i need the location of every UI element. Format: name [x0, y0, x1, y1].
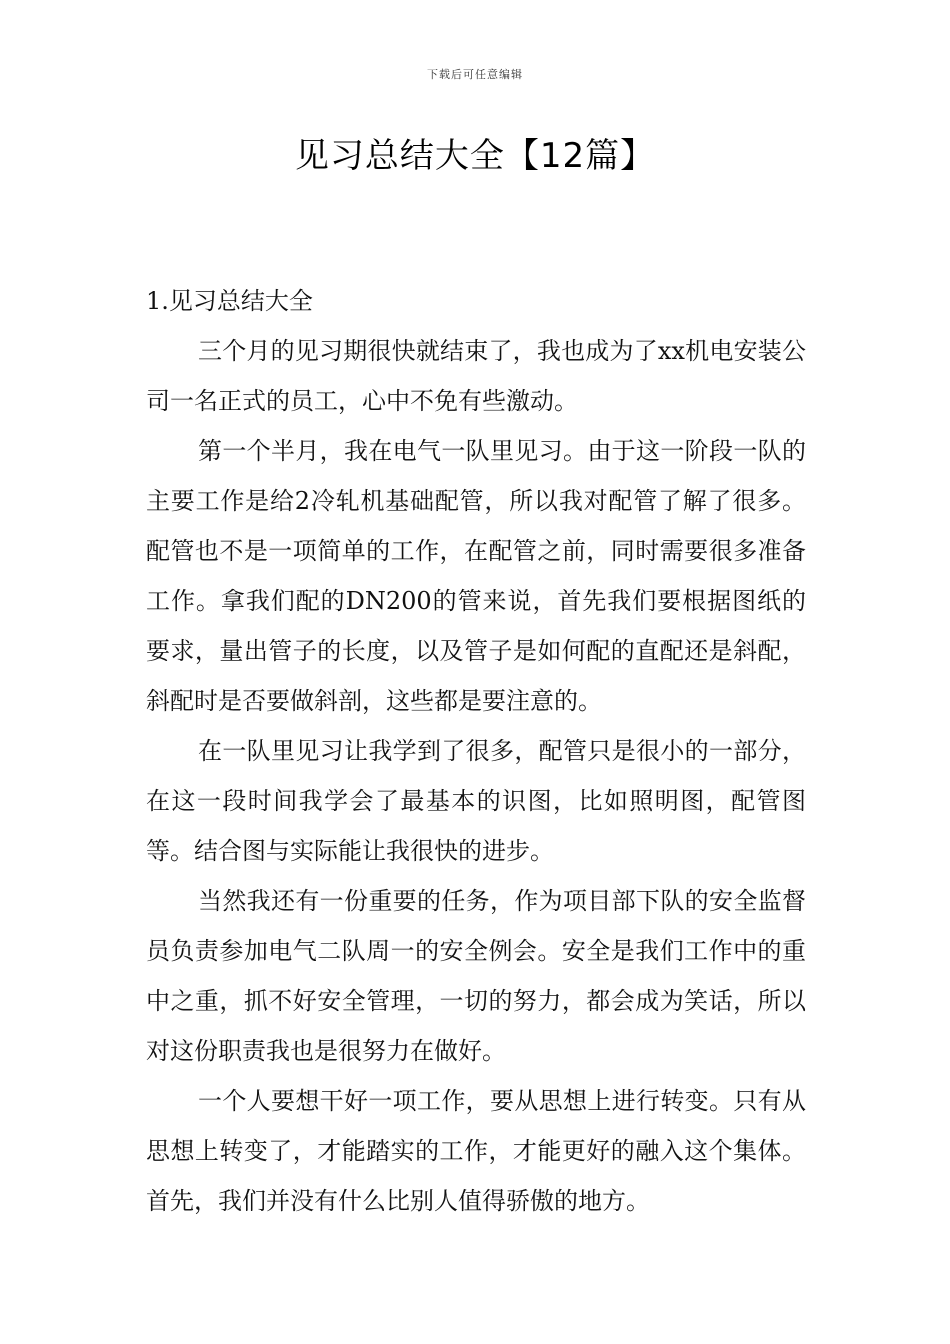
paragraph: 一个人要想干好一项工作，要从思想上进行转变。只有从思想上转变了，才能踏实的工作，才能更好的融入这个集体。首先，我们并没有什么比别人值得骄傲的地方。	[146, 1087, 806, 1215]
paragraph: 当然我还有一份重要的任务，作为项目部下队的安全监督员负责参加电气二队周一的安全例会。安全是我们工作中的重中之重，抓不好安全管理，一切的努力，都会成为笑话，所以对这份职责我也是很努力在做好。	[146, 887, 806, 1065]
paragraph: 三个月的见习期很快就结束了，我也成为了xx机电安装公司一名正式的员工，心中不免有些激动。	[146, 337, 806, 415]
document-title: 见习总结大全【12篇】	[294, 136, 656, 176]
header-note: 下载后可任意编辑	[427, 68, 523, 81]
paragraph: 第一个半月，我在电气一队里见习。由于这一阶段一队的主要工作是给2冷轧机基础配管，所以我对配管了解了很多。配管也不是一项简单的工作，在配管之前，同时需要很多准备工作。拿我们配的DN200的管来说，首先我们要根据图纸的要求，量出管子的长度，以及管子是如何配的直配还是斜配，斜配时是否要做斜剖，这些都是要注意的。	[146, 437, 806, 715]
section-heading: 1.见习总结大全	[146, 287, 313, 315]
document-body	[146, 276, 806, 1226]
paragraph: 在一队里见习让我学到了很多，配管只是很小的一部分，在这一段时间我学会了最基本的识图，比如照明图，配管图等。结合图与实际能让我很快的进步。	[146, 737, 806, 865]
